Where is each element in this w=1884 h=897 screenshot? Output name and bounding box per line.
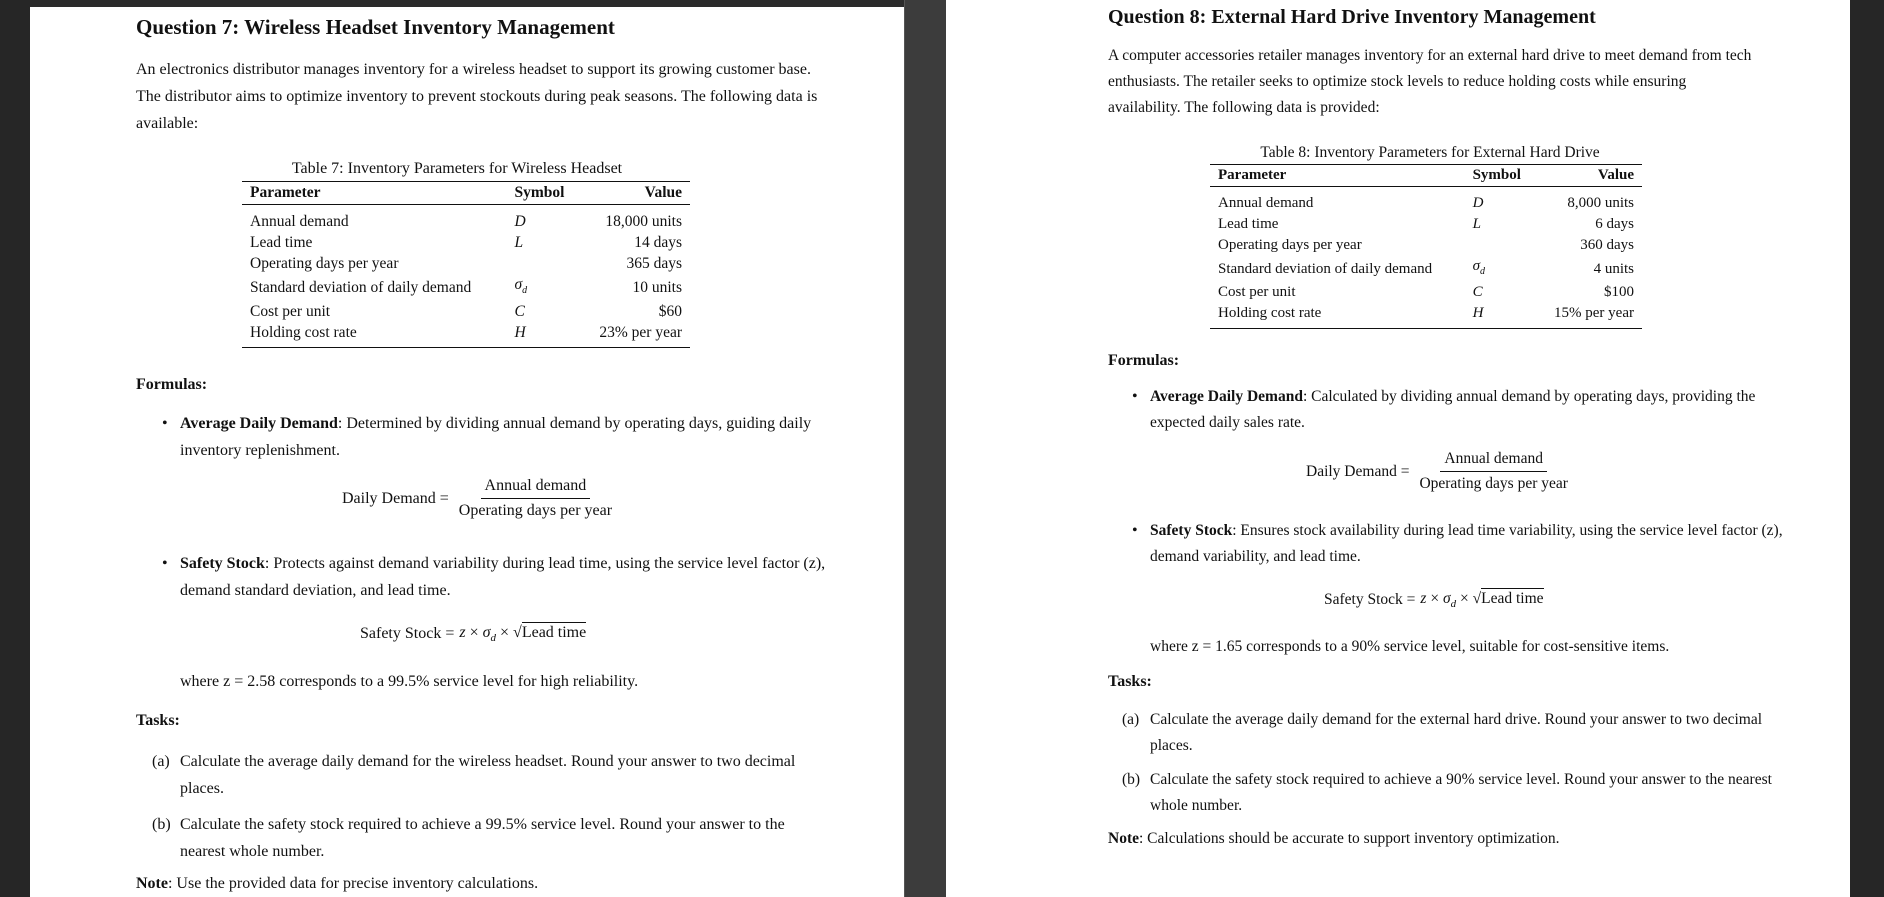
table-cell-parameter: Lead time (1218, 216, 1279, 232)
table-cell-symbol (1465, 235, 1536, 256)
note-text: : Use the provided data for precise inventory calculations. (167, 875, 539, 892)
table-row (242, 205, 690, 233)
sqrt-argument: Lead time (521, 624, 587, 641)
table-cell-symbol: C (514, 303, 525, 321)
formulas-label: Formulas: (136, 376, 208, 393)
table-cell-symbol (507, 253, 581, 274)
safety-stock-equation (1324, 590, 1544, 610)
table-cell-value: 10 units (632, 279, 682, 297)
task-label: (b) (152, 816, 171, 833)
formula-name: Safety Stock (1150, 522, 1233, 539)
bullet-icon: • (1132, 522, 1138, 539)
table-cell-symbol: L (514, 234, 524, 251)
equation-rhs: $z \times \sigma_d$ × √Lead time (1420, 590, 1544, 611)
formula-text: : Calculated by dividing annual demand by operating days, providing the expected daily sales rate. (1150, 388, 1756, 431)
formula-daily-demand-description (162, 410, 830, 464)
equation-lhs: Daily Demand = (1306, 462, 1410, 480)
formula-name: Safety Stock (180, 555, 265, 572)
task-b (152, 811, 830, 865)
table-cell-symbol: L (1472, 216, 1481, 232)
document-page-right (946, 0, 1850, 897)
task-b (1122, 767, 1800, 819)
bullet-icon: • (162, 555, 168, 572)
formula-text: : Determined by dividing annual demand by operating days, guiding daily inventory replenishment. (180, 415, 812, 459)
note-text: : Calculations should be accurate to support inventory optimization. (1139, 830, 1560, 847)
table-cell-value: $60 (658, 303, 682, 321)
table-cell-symbol: H (1465, 303, 1536, 329)
formula-name: Average Daily Demand (180, 415, 338, 432)
task-label: (b) (1122, 771, 1141, 788)
table-row (242, 274, 690, 301)
question-title: Question 8: External Hard Drive Inventory Management (1108, 6, 1596, 28)
table-header-value: Value (1536, 165, 1642, 187)
bullet-icon: • (1132, 388, 1138, 405)
service-level-note: where z = 1.65 corresponds to a 90% service level, suitable for cost-sensitive items. (1150, 638, 1670, 655)
note (136, 875, 538, 893)
fraction-numerator: Annual demand (481, 477, 591, 499)
table-caption: Table 7: Inventory Parameters for Wireless Headset (291, 160, 623, 177)
bullet-icon: • (162, 415, 168, 432)
formula-safety-stock-description (162, 550, 830, 604)
fraction (455, 477, 616, 520)
formulas-label: Formulas: (1108, 352, 1180, 369)
table-row (1210, 214, 1642, 235)
table-cell-value: 6 days (1595, 216, 1634, 232)
note (1108, 830, 1560, 848)
table-cell-parameter: Cost per unit (250, 303, 331, 321)
daily-demand-equation (1306, 450, 1572, 493)
table-row (242, 232, 690, 253)
note-label: Note (136, 875, 168, 892)
formula-daily-demand-description (1132, 384, 1800, 436)
table-row (242, 322, 690, 348)
task-text: Calculate the safety stock required to achieve a 90% service level. Round your answer to the nearest whole number. (1150, 771, 1772, 814)
table-cell-parameter: Operating days per year (1218, 237, 1362, 253)
equation-lhs: Safety Stock = (1324, 591, 1416, 609)
fraction-denominator: Operating days per year (1419, 475, 1568, 492)
table-caption: Table 8: Inventory Parameters for External Hard Drive (1260, 144, 1600, 161)
table-cell-symbol: $\sigma_d$ (1472, 258, 1485, 277)
table-cell-symbol: C (1472, 284, 1483, 300)
note-label: Note (1108, 830, 1139, 847)
task-text: Calculate the average daily demand for the wireless headset. Round your answer to two decimal places. (180, 753, 796, 797)
table-cell-value: 4 units (1593, 260, 1634, 277)
table-row (1210, 282, 1642, 303)
table-cell-symbol: H (507, 322, 581, 348)
table-row (1210, 235, 1642, 256)
formula-text: : Protects against demand variability during lead time, using the service level factor (z), demand standard deviation, and lead time. (180, 555, 826, 599)
task-a (152, 748, 830, 802)
service-level-note: where z = 2.58 corresponds to a 99.5% service level for high reliability. (180, 673, 639, 690)
parameters-table (1210, 164, 1642, 329)
table-cell-parameter: Lead time (250, 234, 313, 251)
page-gap (904, 0, 947, 897)
tasks-label: Tasks: (1108, 673, 1152, 690)
question-title: Question 7: Wireless Headset Inventory Management (136, 15, 615, 39)
table-header-parameter: Parameter (242, 182, 507, 205)
intro-paragraph: An electronics distributor manages inventory for a wireless headset to support its growing customer base. The distributor aims to optimize inventory to prevent stockouts during peak seasons. The following data is available: (136, 61, 818, 132)
formula-name: Average Daily Demand (1150, 388, 1303, 405)
table-row (1210, 187, 1642, 215)
task-text: Calculate the safety stock required to achieve a 99.5% service level. Round your answer to the nearest whole number. (180, 816, 785, 860)
daily-demand-equation (342, 477, 616, 520)
sqrt-argument: Lead time (1481, 590, 1544, 607)
table-row (242, 301, 690, 322)
table-cell-value: 18,000 units (605, 213, 682, 230)
table-cell-parameter: Cost per unit (1218, 284, 1296, 300)
table-header-symbol: Symbol (1465, 165, 1536, 187)
task-label: (a) (1122, 711, 1140, 728)
task-text: Calculate the average daily demand for the external hard drive. Round your answer to two decimal places. (1150, 711, 1763, 754)
table-cell-parameter: Standard deviation of daily demand (250, 279, 472, 297)
table-cell-value: 360 days (1580, 237, 1634, 253)
table-cell-parameter: Annual demand (1218, 195, 1314, 211)
table-cell-parameter: Annual demand (250, 213, 349, 230)
intro-paragraph: A computer accessories retailer manages inventory for an external hard drive to meet demand from tech enthusiasts. The retailer seeks to optimize stock levels to reduce holding costs while ensuring availability. The following data is provided: (1108, 47, 1752, 116)
table-cell-value: 8,000 units (1567, 195, 1634, 211)
task-a (1122, 707, 1800, 759)
formula-safety-stock-description (1132, 518, 1800, 570)
fraction-denominator: Operating days per year (458, 502, 613, 519)
parameters-table (242, 181, 690, 348)
fraction (1415, 450, 1571, 493)
tasks-label: Tasks: (136, 712, 180, 729)
viewer-background-left (0, 0, 30, 897)
table-cell-symbol: D (514, 213, 526, 230)
viewer-background-right (1850, 0, 1884, 897)
table-cell-parameter: Holding cost rate (1210, 303, 1465, 329)
table-cell-symbol: $\sigma_d$ (514, 276, 528, 297)
formula-text: : Ensures stock availability during lead time variability, using the service level factor (z), demand variability, and lead time. (1150, 522, 1783, 565)
equation-rhs: $z \times \sigma_d$ × √Lead time (459, 624, 587, 645)
table-cell-value: 365 days (626, 255, 682, 272)
equation-lhs: Daily Demand = (342, 489, 449, 507)
table-cell-value: 14 days (634, 234, 682, 251)
equation-lhs: Safety Stock = (360, 625, 455, 643)
table-cell-value: 15% per year (1536, 303, 1642, 329)
table-cell-parameter: Standard deviation of daily demand (1218, 260, 1433, 277)
table-cell-symbol: D (1472, 195, 1484, 211)
table-row (242, 253, 690, 274)
table-header-symbol: Symbol (507, 182, 581, 205)
table-header-value: Value (580, 182, 690, 205)
table-cell-parameter: Operating days per year (250, 255, 399, 272)
table-header-parameter: Parameter (1210, 165, 1465, 187)
task-label: (a) (152, 753, 170, 770)
table-row (1210, 256, 1642, 282)
fraction-numerator: Annual demand (1440, 450, 1547, 472)
table-cell-value: $100 (1604, 284, 1634, 300)
table-cell-value: 23% per year (580, 322, 690, 348)
table-cell-parameter: Holding cost rate (242, 322, 507, 348)
table-row (1210, 303, 1642, 329)
safety-stock-equation (360, 624, 586, 644)
document-page-left (30, 7, 904, 897)
